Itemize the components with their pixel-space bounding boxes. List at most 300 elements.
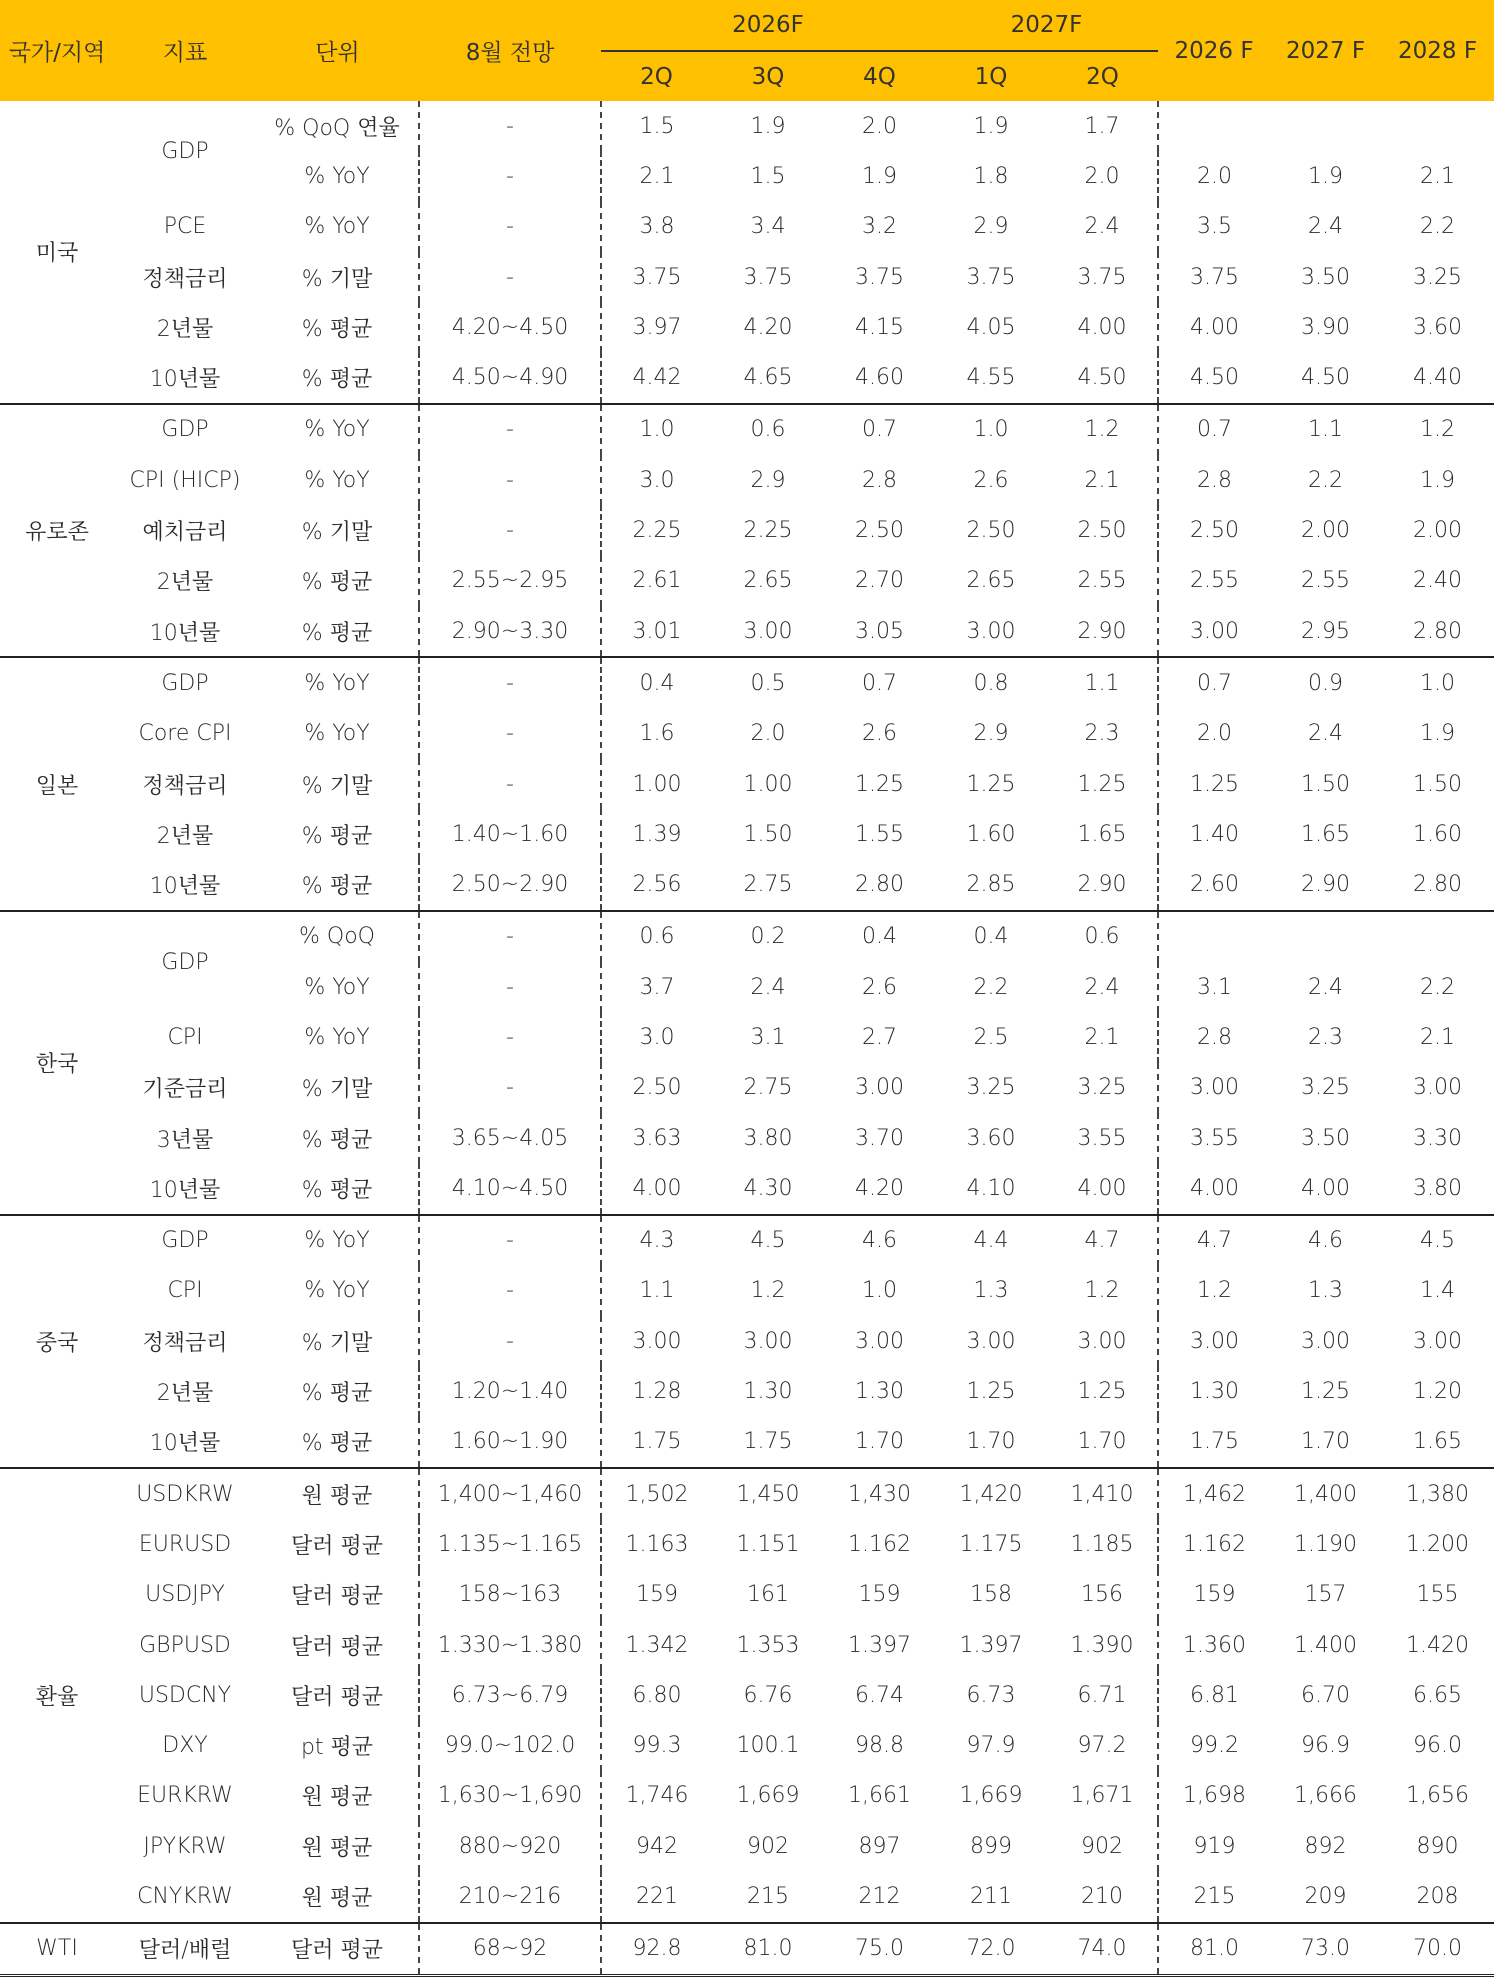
indicator-label: 10년물 [149, 874, 221, 900]
annual-value: 0.9 [1270, 657, 1381, 708]
quarter-value: 1,671 [1070, 1783, 1134, 1809]
quarter-value: 1.9 [750, 113, 786, 139]
quarter-value: 1,430 [824, 1468, 935, 1519]
aug-outlook-value: - [419, 1215, 601, 1266]
annual-value: 155 [1416, 1582, 1459, 1608]
quarter-value: 3.75 [601, 252, 712, 302]
annual-value: 2.3 [1308, 1024, 1344, 1050]
annual-value: 3.00 [1301, 1328, 1350, 1354]
quarter-value: 3.75 [855, 264, 904, 290]
annual-value: 1.9 [1420, 721, 1456, 747]
region-label: WTI [0, 1923, 114, 1976]
annual-value: 1.30 [1158, 1366, 1270, 1416]
quarter-value: 2.3 [1084, 721, 1120, 747]
annual-value: 4.00 [1158, 302, 1270, 352]
indicator-label: CPI [167, 1024, 203, 1050]
quarter-value: 3.00 [743, 1328, 793, 1354]
aug-outlook-value: - [419, 151, 601, 201]
annual-value: 3.60 [1413, 314, 1462, 340]
aug-outlook-value: - [419, 759, 601, 809]
unit-label: % YoY [304, 1024, 370, 1050]
quarter-value: 1,746 [601, 1771, 712, 1821]
quarter-value: 2.80 [855, 872, 904, 898]
indicator-label: USDCNY [138, 1682, 232, 1708]
quarter-value: 2.0 [1084, 163, 1120, 189]
annual-value: 6.70 [1301, 1682, 1350, 1708]
quarter-value: 1,669 [736, 1783, 800, 1809]
quarter-value: 75.0 [824, 1923, 935, 1976]
quarter-value: 0.7 [824, 404, 935, 455]
header-2026-4q: 4Q [824, 51, 935, 101]
unit-label: % QoQ 연율 [274, 115, 400, 141]
annual-value: 96.0 [1413, 1733, 1462, 1759]
table-row [0, 1670, 1494, 1720]
quarter-value: 2.75 [743, 1075, 793, 1101]
indicator-label: 정책금리 [142, 773, 228, 799]
unit-label: 달러 평균 [290, 1584, 383, 1610]
table-row [0, 1063, 1494, 1113]
annual-value: 4.00 [1158, 1163, 1270, 1214]
quarter-value: 3.0 [601, 1012, 712, 1062]
annual-value: 1.9 [1308, 163, 1344, 189]
indicator-label: Core CPI [138, 721, 232, 747]
quarter-value: 98.8 [855, 1733, 904, 1759]
annual-value: 73.0 [1270, 1923, 1381, 1976]
quarter-value: 1.70 [966, 1429, 1016, 1455]
quarter-value: 3.97 [601, 302, 712, 352]
quarter-value: 3.0 [601, 455, 712, 505]
quarter-value: 1.39 [601, 809, 712, 859]
quarter-value: 3.1 [750, 1024, 786, 1050]
annual-value: 2.90 [1301, 872, 1350, 898]
table-body [0, 101, 1494, 1975]
quarter-value: 4.30 [743, 1175, 793, 1201]
quarter-value: 3.00 [966, 1328, 1016, 1354]
annual-value: 2.1 [1420, 1024, 1456, 1050]
quarter-value: 1.2 [1084, 1278, 1120, 1304]
header-2026-3q: 3Q [712, 51, 824, 101]
aug-outlook-value: - [419, 505, 601, 555]
unit-label: 원 평균 [301, 1886, 373, 1912]
aug-outlook-value: 99.0~102.0 [419, 1721, 601, 1771]
annual-value: 1.75 [1158, 1417, 1270, 1468]
quarter-value: 3.00 [966, 618, 1016, 644]
table-row [0, 1570, 1494, 1620]
quarter-value: 3.75 [966, 264, 1016, 290]
table-row [0, 1266, 1494, 1316]
indicator-label: GDP [114, 404, 256, 455]
annual-value: 2.00 [1301, 518, 1350, 544]
annual-value: 2.80 [1413, 618, 1462, 644]
quarter-value: 3.00 [855, 1328, 904, 1354]
table-row [0, 1871, 1494, 1922]
quarter-value: 1.25 [1077, 1379, 1127, 1405]
quarter-value: 6.73 [966, 1682, 1016, 1708]
header-region: 국가/지역 [0, 0, 114, 101]
quarter-value: 3.8 [601, 202, 712, 252]
table-row [0, 1215, 1494, 1266]
quarter-value: 1.1 [601, 1266, 712, 1316]
quarter-value: 72.0 [935, 1923, 1047, 1976]
quarter-value: 2.25 [601, 505, 712, 555]
annual-value: 2.60 [1158, 859, 1270, 910]
quarter-value: 2.9 [750, 467, 786, 493]
indicator-label: 2년물 [156, 316, 214, 342]
table-row [0, 759, 1494, 809]
table-row [0, 352, 1494, 403]
quarter-value: 81.0 [712, 1923, 824, 1976]
annual-value: 3.00 [1413, 1328, 1462, 1354]
quarter-value: 0.4 [601, 657, 712, 708]
header-year-2026: 2026 F [1158, 0, 1270, 101]
unit-label: % 평균 [301, 874, 373, 900]
unit-label: 달러 평균 [256, 1923, 419, 1976]
quarter-value: 158 [970, 1582, 1012, 1608]
annual-value: 3.30 [1413, 1125, 1462, 1151]
annual-value: 1.20 [1413, 1379, 1462, 1405]
annual-value: 1.40 [1158, 809, 1270, 859]
aug-outlook-value: - [419, 202, 601, 252]
indicator-label: GDP [114, 1215, 256, 1266]
unit-label: % QoQ [256, 911, 419, 962]
annual-value: 4.50 [1301, 365, 1350, 391]
quarter-value: 2.85 [966, 872, 1016, 898]
quarter-value: 1.0 [862, 1278, 897, 1304]
aug-outlook-value: - [419, 252, 601, 302]
quarter-value: 4.6 [824, 1215, 935, 1266]
quarter-value: 0.2 [712, 911, 824, 962]
aug-outlook-value: - [419, 1012, 601, 1062]
annual-value: 0.7 [1158, 404, 1270, 455]
annual-value: 2.55 [1301, 568, 1350, 594]
quarter-value: 0.8 [935, 657, 1047, 708]
annual-value: 2.8 [1158, 455, 1270, 505]
annual-value: 1.50 [1301, 771, 1350, 797]
quarter-value: 1,450 [712, 1468, 824, 1519]
quarter-value: 3.4 [750, 214, 786, 240]
unit-label: % 기말 [301, 1330, 373, 1356]
unit-label: 원 평균 [256, 1468, 419, 1519]
annual-value: 2.1 [1420, 163, 1456, 189]
table-row [0, 1771, 1494, 1821]
annual-value: 3.75 [1158, 252, 1270, 302]
indicator-label: EURKRW [137, 1783, 233, 1809]
indicator-label: 10년물 [149, 1431, 221, 1457]
aug-outlook-value: 210~216 [419, 1871, 601, 1922]
indicator-label: 10년물 [149, 367, 221, 393]
aug-outlook-value: - [419, 1266, 601, 1316]
annual-value: 157 [1304, 1582, 1347, 1608]
quarter-value: 3.55 [1077, 1125, 1127, 1151]
annual-value: 1.65 [1301, 821, 1350, 847]
aug-outlook-value: 6.73~6.79 [419, 1670, 601, 1720]
quarter-value: 3.63 [601, 1113, 712, 1163]
quarter-value: 100.1 [736, 1733, 800, 1759]
annual-value: 4.6 [1270, 1215, 1381, 1266]
indicator-label: 정책금리 [142, 1330, 228, 1356]
quarter-value: 3.00 [1077, 1328, 1127, 1354]
indicator-label: 2년물 [156, 823, 214, 849]
quarter-value: 1.65 [1077, 821, 1127, 847]
quarter-value: 0.7 [824, 657, 935, 708]
quarter-value: 2.5 [973, 1024, 1009, 1050]
quarter-value: 3.00 [855, 1075, 904, 1101]
quarter-value: 212 [858, 1884, 901, 1910]
annual-value: 1.3 [1308, 1278, 1344, 1304]
annual-value [1381, 101, 1494, 151]
table-row [0, 505, 1494, 555]
annual-value: 1.400 [1294, 1632, 1357, 1658]
quarter-value: 1.30 [743, 1379, 793, 1405]
unit-label: % 기말 [301, 520, 373, 546]
annual-value: 1.2 [1381, 404, 1494, 455]
unit-label: 원 평균 [301, 1835, 373, 1861]
annual-value: 6.65 [1413, 1682, 1462, 1708]
quarter-value: 897 [858, 1833, 901, 1859]
aug-outlook-value: - [419, 1316, 601, 1366]
unit-label: % YoY [304, 1278, 370, 1304]
quarter-value: 4.7 [1047, 1215, 1158, 1266]
quarter-value: 1.162 [848, 1531, 911, 1557]
region-label: 환율 [0, 1468, 114, 1923]
annual-value: 3.25 [1301, 1075, 1350, 1101]
table-row [0, 859, 1494, 910]
annual-value: 70.0 [1381, 1923, 1494, 1976]
quarter-value: 1.25 [855, 771, 904, 797]
quarter-value: 1,420 [935, 1468, 1047, 1519]
quarter-value: 2.4 [750, 974, 786, 1000]
unit-label: % 평균 [301, 620, 373, 646]
indicator-label: 예치금리 [142, 520, 228, 546]
quarter-value: 1.30 [855, 1379, 904, 1405]
quarter-value: 1,661 [848, 1783, 911, 1809]
quarter-value: 1.50 [743, 821, 793, 847]
quarter-value: 74.0 [1047, 1923, 1158, 1976]
table-row [0, 809, 1494, 859]
quarter-value: 1.0 [935, 404, 1047, 455]
quarter-value: 1.5 [601, 101, 712, 151]
quarter-value: 2.25 [743, 518, 793, 544]
quarter-value: 159 [858, 1582, 901, 1608]
table-row [0, 1519, 1494, 1569]
unit-label: % YoY [304, 163, 370, 189]
quarter-value: 4.20 [743, 314, 793, 340]
annual-value: 3.5 [1158, 202, 1270, 252]
annual-value [1158, 101, 1270, 151]
indicator-label: JPYKRW [143, 1833, 227, 1859]
aug-outlook-value: 1.60~1.90 [419, 1417, 601, 1468]
annual-value [1381, 911, 1494, 962]
quarter-value: 3.00 [743, 618, 793, 644]
quarter-value: 3.75 [743, 264, 793, 290]
quarter-value: 2.0 [750, 721, 786, 747]
annual-value: 3.90 [1301, 314, 1350, 340]
annual-value: 2.4 [1308, 974, 1344, 1000]
quarter-value: 4.5 [712, 1215, 824, 1266]
header-aug-outlook: 8월 전망 [419, 0, 601, 101]
quarter-value: 0.4 [824, 911, 935, 962]
annual-value: 1,656 [1406, 1783, 1469, 1809]
table-row [0, 657, 1494, 708]
annual-value: 3.50 [1301, 1125, 1350, 1151]
quarter-value: 3.60 [966, 1125, 1016, 1151]
aug-outlook-value: 4.50~4.90 [419, 352, 601, 403]
quarter-value: 1.25 [966, 1379, 1016, 1405]
annual-value: 1.65 [1413, 1429, 1462, 1455]
table-row [0, 1417, 1494, 1468]
annual-value: 2.2 [1308, 467, 1344, 493]
quarter-value: 2.1 [1084, 1024, 1120, 1050]
quarter-value: 2.50 [855, 518, 904, 544]
annual-value: 99.2 [1158, 1721, 1270, 1771]
quarter-value: 4.00 [1077, 1175, 1127, 1201]
aug-outlook-value: 68~92 [419, 1923, 601, 1976]
annual-value: 1.360 [1158, 1620, 1270, 1670]
unit-label: % 평균 [301, 316, 373, 342]
table-row [0, 1163, 1494, 1214]
indicator-label: GDP [114, 911, 256, 1013]
quarter-value: 4.65 [743, 365, 793, 391]
indicator-label: GDP [114, 657, 256, 708]
unit-label: % 평균 [301, 1177, 373, 1203]
unit-label: % 기말 [301, 266, 373, 292]
annual-value: 3.00 [1158, 1063, 1270, 1113]
annual-value: 1.200 [1406, 1531, 1469, 1557]
quarter-value: 97.2 [1077, 1733, 1127, 1759]
quarter-value: 1.353 [736, 1632, 800, 1658]
table-header [0, 0, 1494, 101]
header-indicator: 지표 [114, 0, 256, 101]
table-row [0, 1012, 1494, 1062]
quarter-value: 1.2 [1047, 404, 1158, 455]
quarter-value: 4.42 [601, 352, 712, 403]
quarter-value: 942 [601, 1821, 712, 1871]
annual-value: 1.190 [1294, 1531, 1357, 1557]
quarter-value: 99.3 [601, 1721, 712, 1771]
quarter-value: 899 [970, 1833, 1012, 1859]
annual-value: 2.8 [1158, 1012, 1270, 1062]
quarter-value: 2.8 [862, 467, 897, 493]
unit-label: % YoY [304, 467, 370, 493]
quarter-value: 0.5 [712, 657, 824, 708]
unit-label: % 평균 [301, 1431, 373, 1457]
quarter-value: 1.70 [1077, 1429, 1127, 1455]
quarter-value: 1.00 [601, 759, 712, 809]
header-unit: 단위 [256, 0, 419, 101]
indicator-label: CPI [167, 1278, 203, 1304]
quarter-value: 2.50 [601, 1063, 712, 1113]
annual-value: 3.00 [1158, 1316, 1270, 1366]
aug-outlook-value: - [419, 404, 601, 455]
annual-value: 0.7 [1158, 657, 1270, 708]
unit-label: % YoY [304, 214, 370, 240]
annual-value: 2.40 [1413, 568, 1462, 594]
quarter-value: 1.390 [1070, 1632, 1134, 1658]
quarter-value: 1.5 [750, 163, 786, 189]
quarter-value: 2.7 [862, 1024, 897, 1050]
annual-value: 2.80 [1413, 872, 1462, 898]
annual-value: 1.0 [1381, 657, 1494, 708]
quarter-value: 1.9 [973, 113, 1009, 139]
annual-value: 4.50 [1158, 352, 1270, 403]
annual-value: 4.40 [1413, 365, 1462, 391]
indicator-label: 2년물 [156, 1381, 214, 1407]
quarter-value: 0.6 [712, 404, 824, 455]
unit-label: % 평균 [301, 823, 373, 849]
quarter-value: 161 [747, 1582, 789, 1608]
indicator-label: 10년물 [149, 620, 221, 646]
table-row [0, 252, 1494, 302]
annual-value: 3.25 [1413, 264, 1462, 290]
unit-label: pt 평균 [300, 1735, 374, 1761]
indicator-label: CNYKRW [137, 1884, 233, 1910]
unit-label: % 기말 [301, 1077, 373, 1103]
quarter-value: 2.6 [973, 467, 1009, 493]
region-label: 미국 [35, 241, 79, 267]
indicator-label: USDKRW [114, 1468, 256, 1519]
quarter-value: 1.1 [1047, 657, 1158, 708]
quarter-value: 2.0 [862, 113, 897, 139]
quarter-value: 0.4 [935, 911, 1047, 962]
quarter-value: 6.80 [601, 1670, 712, 1720]
annual-value: 1.25 [1301, 1379, 1350, 1405]
quarter-value: 2.9 [973, 214, 1009, 240]
header-2027-1q: 1Q [935, 51, 1047, 101]
annual-value: 1.25 [1158, 759, 1270, 809]
table-row [0, 1316, 1494, 1366]
aug-outlook-value: 1.20~1.40 [419, 1366, 601, 1416]
quarter-value: 1,410 [1047, 1468, 1158, 1519]
quarter-value: 3.01 [601, 606, 712, 657]
quarter-value: 4.05 [966, 314, 1016, 340]
annual-value: 215 [1158, 1871, 1270, 1922]
region-label: 한국 [0, 911, 114, 1215]
header-year-2028: 2028 F [1381, 0, 1494, 101]
quarter-value: 2.9 [973, 721, 1009, 747]
quarter-value: 2.2 [973, 974, 1009, 1000]
quarter-value: 2.56 [601, 859, 712, 910]
annual-value: 892 [1304, 1833, 1347, 1859]
unit-label: % YoY [256, 657, 419, 708]
annual-value: 1.50 [1413, 771, 1462, 797]
unit-label: % 평균 [301, 1381, 373, 1407]
quarter-value: 1.00 [743, 771, 793, 797]
aug-outlook-value: 4.10~4.50 [419, 1163, 601, 1214]
annual-value: 2.50 [1158, 505, 1270, 555]
quarter-value: 3.75 [1077, 264, 1127, 290]
quarter-value: 2.90 [1077, 872, 1127, 898]
indicator-label: 달러/배럴 [114, 1923, 256, 1976]
quarter-value: 4.3 [601, 1215, 712, 1266]
annual-value: 1,666 [1294, 1783, 1357, 1809]
quarter-value: 3.25 [1077, 1075, 1127, 1101]
annual-value: 2.2 [1420, 974, 1456, 1000]
annual-value: 81.0 [1158, 1923, 1270, 1976]
annual-value: 1,698 [1158, 1771, 1270, 1821]
annual-value: 4.5 [1381, 1215, 1494, 1266]
aug-outlook-value: 4.20~4.50 [419, 302, 601, 352]
quarter-value: 3.7 [601, 962, 712, 1012]
aug-outlook-value: 3.65~4.05 [419, 1113, 601, 1163]
annual-value: 2.2 [1420, 214, 1456, 240]
annual-value: 2.4 [1308, 214, 1344, 240]
annual-value: 1.70 [1301, 1429, 1350, 1455]
aug-outlook-value: - [419, 911, 601, 962]
quarter-value: 1,669 [959, 1783, 1023, 1809]
quarter-value: 2.4 [1084, 974, 1120, 1000]
aug-outlook-value: - [419, 455, 601, 505]
region-label: 중국 [0, 1215, 114, 1468]
